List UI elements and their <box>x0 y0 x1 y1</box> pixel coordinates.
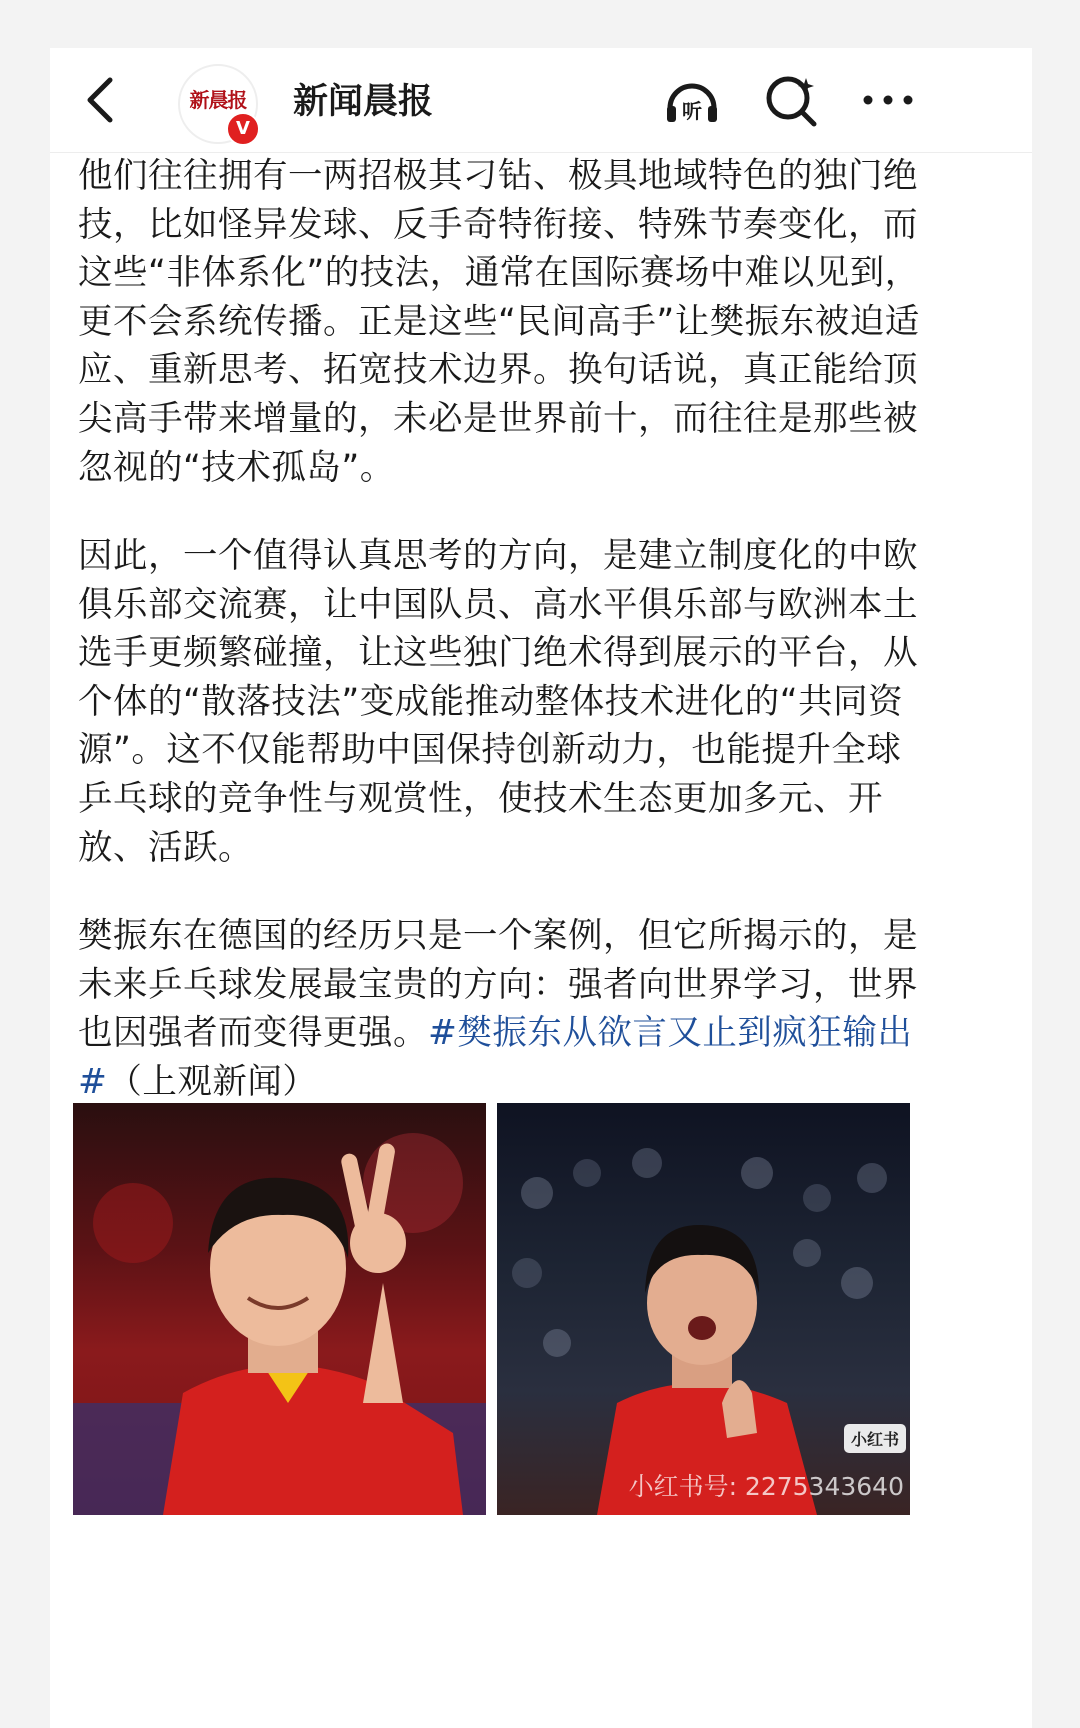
paragraph-3 <box>78 912 928 1106</box>
paragraph-1: 他们往往拥有一两招极其刁钻、极具地域特色的独门绝技，比如怪异发球、反手奇特衔接、特殊节奏变化，而这些“非体系化”的技法，通常在国际赛场中难以见到，更不会系统传播。正是这些“民间高手”让樊振东被迫适应、重新思考、拓宽技术边界。换句话说，真正能给顶尖高手带来增量的，未必是世界前十，而往往是那些被忽视的“技术孤岛”。 <box>78 156 920 488</box>
photo-2-illustration <box>497 1103 910 1515</box>
avatar-logo-text: 新晨报 <box>189 88 247 112</box>
search-icon <box>762 70 822 130</box>
verified-badge: V <box>226 112 260 146</box>
paragraph-3-text: 樊振东在德国的经历只是一个案例，但它所揭示的，是未来乒乓球发展最宝贵的方向：强者向世界学习，世界也因强者而变得更强。 <box>78 916 918 1054</box>
account-name[interactable]: 新闻晨报 <box>293 82 434 122</box>
source-note: （上观新闻） <box>107 1061 318 1102</box>
photo-1-illustration <box>73 1103 486 1515</box>
hashtag-link[interactable]: #樊振东从欲言又止到疯狂输出# <box>78 1013 913 1102</box>
photo-player-cheering[interactable] <box>497 1103 910 1515</box>
more-icon <box>858 70 918 130</box>
listen-button[interactable] <box>662 70 722 130</box>
more-button[interactable] <box>858 70 918 130</box>
back-arrow-icon <box>80 74 120 126</box>
photo-player-peace-sign[interactable] <box>73 1103 486 1515</box>
listen-icon-text: 听 <box>682 99 702 123</box>
back-button[interactable] <box>80 74 120 126</box>
account-avatar[interactable] <box>178 64 258 144</box>
xhs-badge: 小红书 <box>844 1424 906 1453</box>
listen-icon <box>662 70 722 130</box>
article-card <box>50 48 1032 1728</box>
search-button[interactable] <box>762 70 822 130</box>
paragraph-2: 因此，一个值得认真思考的方向，是建立制度化的中欧俱乐部交流赛，让中国队员、高水平俱乐部与欧洲本土选手更频繁碰撞，让这些独门绝术得到展示的平台，从个体的“散落技法”变成能推动整体技术进化的“共同资源”。这不仅能帮助中国保持创新动力，也能提升全球乒乓球的竞争性与观赏性，使技术生态更加多元、开放、活跃。 <box>78 536 918 868</box>
top-bar <box>50 48 1032 153</box>
photo-watermark: 小红书号: 2275343640 <box>628 1472 904 1501</box>
